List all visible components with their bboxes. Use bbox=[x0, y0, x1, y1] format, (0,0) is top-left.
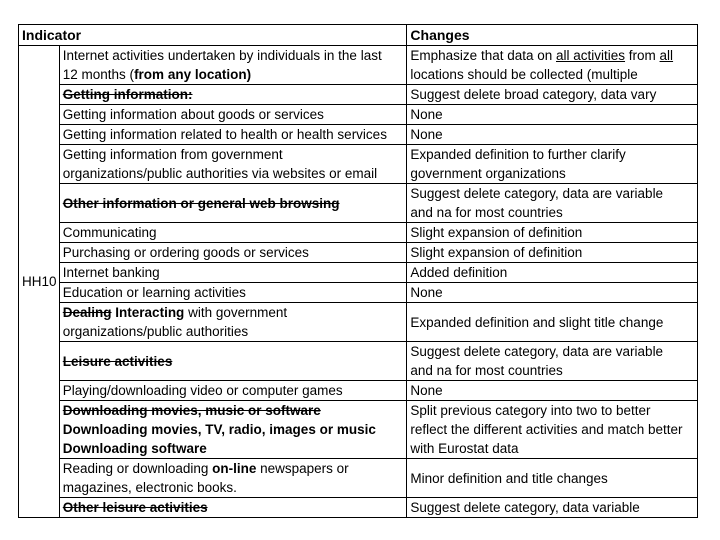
changes-cell: None bbox=[407, 125, 698, 145]
table-row bbox=[19, 85, 698, 105]
changes-line: locations should be collected (multiple bbox=[410, 67, 638, 82]
indicator-cell: Communicating bbox=[59, 223, 407, 243]
indicator-cell: Leisure activities bbox=[59, 342, 407, 381]
table-row bbox=[19, 381, 698, 401]
indicator-line: Internet activities undertaken by individuals in the last bbox=[62, 48, 382, 63]
indicator-emphasis: on-line bbox=[212, 461, 257, 476]
changes-underlined: all bbox=[659, 48, 674, 63]
table-row bbox=[19, 498, 698, 518]
indicator-cell bbox=[59, 401, 407, 459]
changes-cell: None bbox=[407, 283, 698, 303]
changes-line: Suggest delete category, data are variable bbox=[410, 186, 664, 201]
changes-cell: Suggest delete broad category, data vary bbox=[407, 85, 698, 105]
changes-line: Expanded definition to further clarify bbox=[410, 147, 626, 162]
table-row bbox=[19, 243, 698, 263]
header-indicator: Indicator bbox=[19, 25, 407, 46]
indicator-line: magazines, electronic books. bbox=[62, 480, 237, 495]
changes-line: reflect the different activities and match better bbox=[410, 422, 683, 437]
table-row bbox=[19, 459, 698, 498]
changes-cell bbox=[407, 401, 698, 459]
indicator-line: organizations/public authorities via websites or email bbox=[62, 166, 378, 181]
indicator-line: Getting information from government bbox=[62, 147, 283, 162]
indicator-cell bbox=[59, 459, 407, 498]
table-row bbox=[19, 263, 698, 283]
table-row bbox=[19, 401, 698, 459]
indicator-text: 12 months ( bbox=[62, 67, 135, 82]
changes-cell bbox=[407, 342, 698, 381]
changes-line: Suggest delete category, data are variable bbox=[410, 344, 664, 359]
changes-text: from bbox=[625, 48, 660, 63]
indicator-cell: Education or learning activities bbox=[59, 283, 407, 303]
header-changes: Changes bbox=[407, 25, 698, 46]
indicator-cell bbox=[59, 145, 407, 184]
changes-text: Emphasize that data on bbox=[410, 48, 556, 63]
indicator-line: Downloading software bbox=[62, 441, 207, 456]
indicator-text: with government bbox=[188, 305, 288, 320]
indicator-line: Downloading movies, music or software bbox=[62, 403, 321, 418]
changes-cell bbox=[407, 46, 698, 85]
table-row bbox=[19, 303, 698, 342]
indicator-line bbox=[63, 459, 404, 478]
changes-cell: Minor definition and title changes bbox=[407, 459, 698, 498]
indicator-line bbox=[63, 303, 404, 322]
table-row bbox=[19, 223, 698, 243]
indicator-changes-table bbox=[18, 24, 698, 518]
table-row bbox=[19, 125, 698, 145]
changes-line: and na for most countries bbox=[410, 205, 563, 220]
changes-cell: Slight expansion of definition bbox=[407, 243, 698, 263]
table-row bbox=[19, 184, 698, 223]
changes-line: and na for most countries bbox=[410, 363, 563, 378]
indicator-emphasis: Interacting bbox=[115, 305, 185, 320]
indicator-cell: Other information or general web browsing bbox=[59, 184, 407, 223]
indicator-cell: Purchasing or ordering goods or services bbox=[59, 243, 407, 263]
changes-line: Split previous category into two to better bbox=[410, 403, 651, 418]
indicator-line: organizations/public authorities bbox=[62, 324, 249, 339]
indicator-emphasis: from any location) bbox=[134, 67, 252, 82]
indicator-line bbox=[63, 65, 404, 84]
table-row bbox=[19, 46, 698, 85]
changes-cell: Slight expansion of definition bbox=[407, 223, 698, 243]
indicator-deleted: Dealing bbox=[62, 305, 112, 320]
changes-line: with Eurostat data bbox=[410, 441, 519, 456]
indicator-cell bbox=[59, 303, 407, 342]
changes-cell: None bbox=[407, 105, 698, 125]
changes-cell bbox=[407, 184, 698, 223]
indicator-text: newspapers or bbox=[256, 461, 349, 476]
changes-cell: Suggest delete category, data variable bbox=[407, 498, 698, 518]
changes-underlined: all activities bbox=[556, 48, 626, 63]
indicator-cell: Getting information: bbox=[59, 85, 407, 105]
changes-cell bbox=[407, 145, 698, 184]
indicator-cell: Internet banking bbox=[59, 263, 407, 283]
table-row bbox=[19, 342, 698, 381]
changes-cell: Expanded definition and slight title change bbox=[407, 303, 698, 342]
indicator-text: Reading or downloading bbox=[62, 461, 213, 476]
changes-line bbox=[410, 46, 694, 65]
indicator-code: HH10 bbox=[19, 46, 60, 518]
changes-line: government organizations bbox=[410, 166, 566, 181]
table-row bbox=[19, 105, 698, 125]
indicator-cell: Getting information related to health or health services bbox=[59, 125, 407, 145]
changes-cell: None bbox=[407, 381, 698, 401]
indicator-cell: Playing/downloading video or computer games bbox=[59, 381, 407, 401]
indicator-cell: Getting information about goods or services bbox=[59, 105, 407, 125]
indicator-cell: Other leisure activities bbox=[59, 498, 407, 518]
indicator-cell bbox=[59, 46, 407, 85]
table-row bbox=[19, 145, 698, 184]
table-row bbox=[19, 283, 698, 303]
changes-cell: Added definition bbox=[407, 263, 698, 283]
table-header-row bbox=[19, 25, 698, 46]
indicator-line: Downloading movies, TV, radio, images or music bbox=[62, 422, 376, 437]
